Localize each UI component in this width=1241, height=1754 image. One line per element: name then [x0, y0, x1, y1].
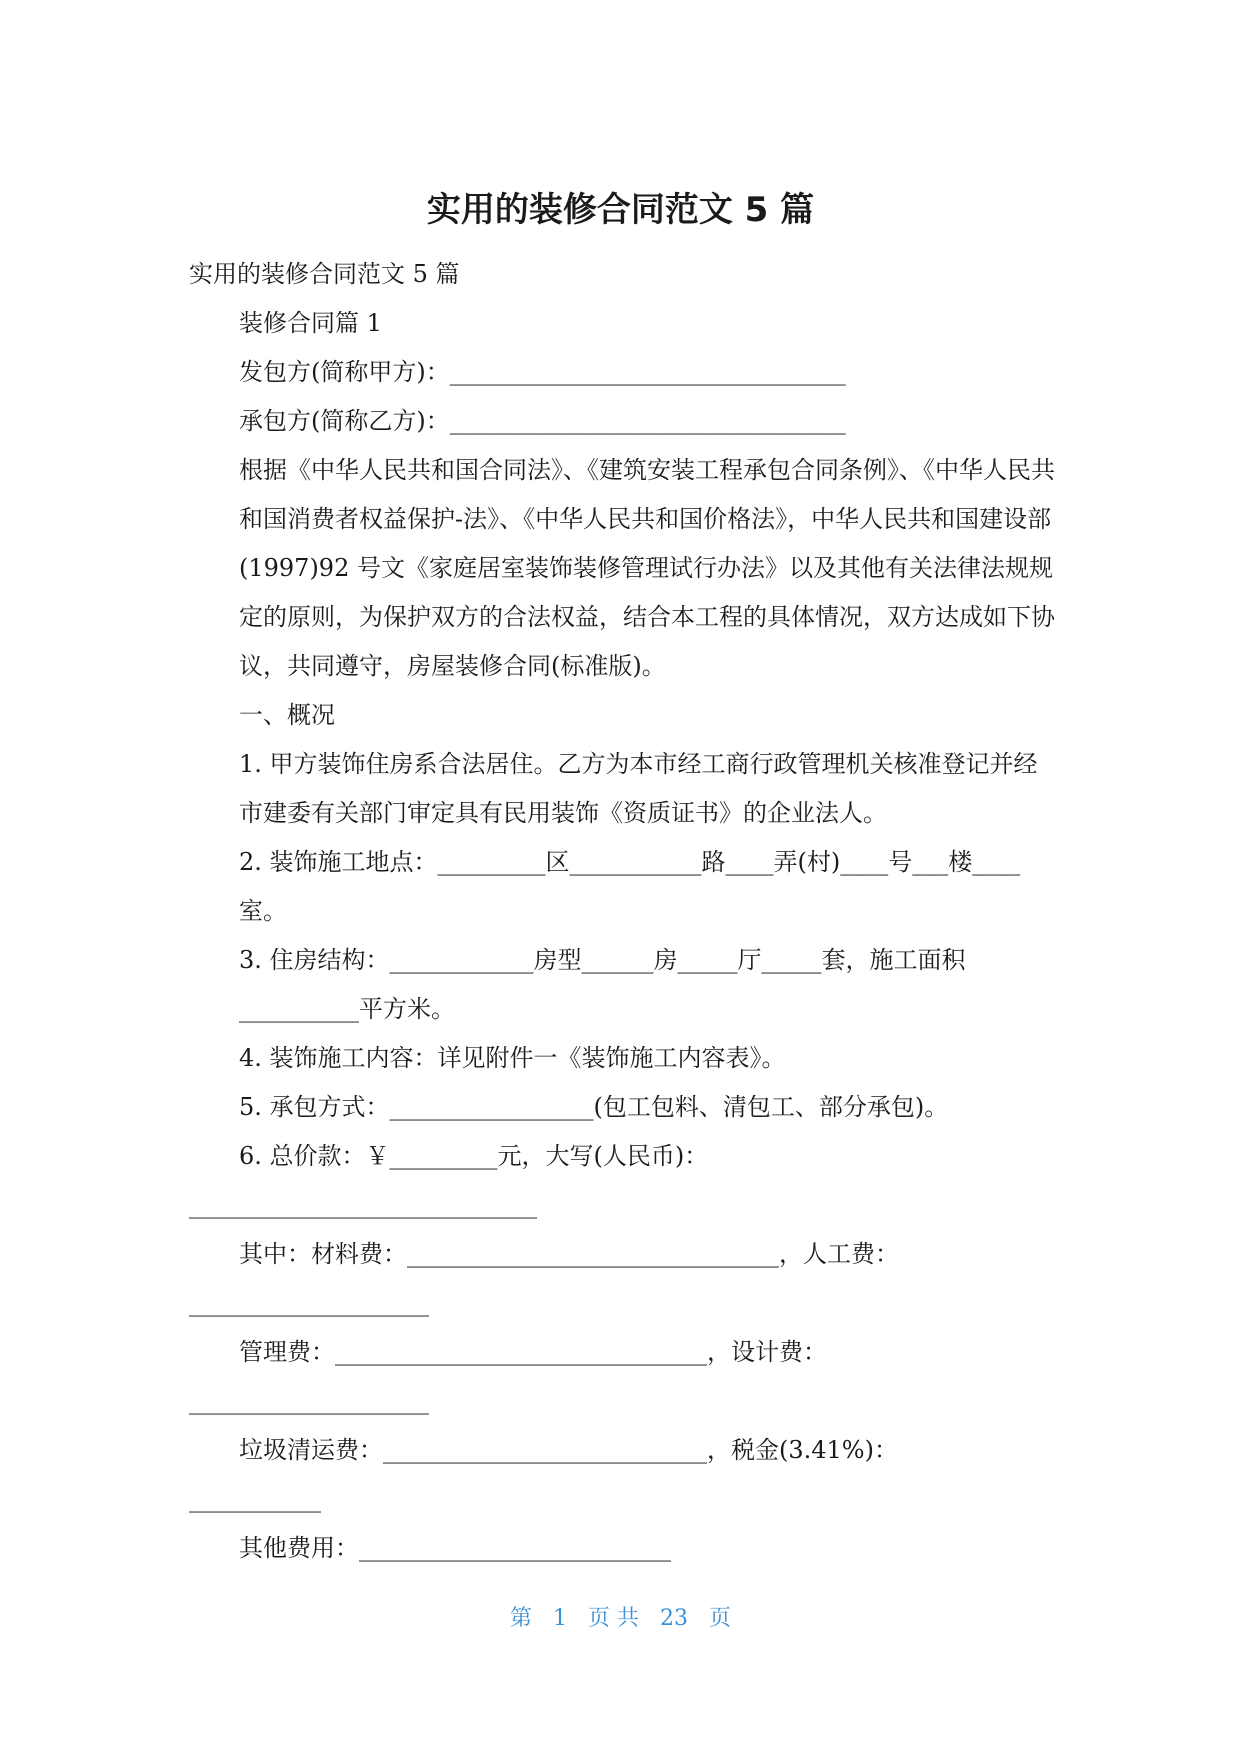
clause-2: 2. 装饰施工地点：_________区___________路____弄(村)____号___楼____室。 [239, 848, 1021, 925]
clause-6: 6. 总价款：￥_________元，大写(人民币)： [239, 1142, 709, 1170]
overview-heading: 一、概况 [239, 701, 335, 729]
material-fee-line: 其中：材料费：_______________________________，人工费： [239, 1240, 899, 1268]
page-number: 第 1 页 共 23 页 [510, 1606, 731, 1631]
blank-line: _____________________________ [189, 1191, 537, 1219]
blank-line: ___________ [189, 1485, 321, 1513]
party-b-line: 承包方(简称乙方)：_________________________________ [239, 407, 846, 435]
clause-3: 3. 住房结构：____________房型______房_____厅_____套，施工面积__________平方米。 [239, 946, 966, 1023]
document-title: 实用的装修合同范文 5 篇 [426, 190, 815, 230]
subtitle-line: 实用的装修合同范文 5 篇 [189, 260, 460, 288]
clause-5: 5. 承包方式：_________________(包工包料、清包工、部分承包)。 [239, 1093, 949, 1121]
blank-line: ____________________ [189, 1289, 429, 1317]
other-fee-line: 其他费用：__________________________ [239, 1534, 671, 1562]
document-body [189, 250, 1059, 1573]
blank-line: ____________________ [189, 1387, 429, 1415]
garbage-fee-line: 垃圾清运费：___________________________，税金(3.41%)： [239, 1436, 898, 1464]
clause-4: 4. 装饰施工内容：详见附件一《装饰施工内容表》。 [239, 1044, 786, 1072]
management-fee-line: 管理费：_______________________________，设计费： [239, 1338, 827, 1366]
legal-basis-paragraph: 根据《中华人民共和国合同法》、《建筑安装工程承包合同条例》、《中华人民共和国消费者权益保护-法》、《中华人民共和国价格法》，中华人民共和国建设部(1997)92 号文《家庭居室装饰装修管理试行办法》以及其他有关法律法规规定的原则，为保护双方的合法权益，结合本工程的具体情况，双方达成如下协议，共同遵守，房屋装修合同(标准版)。 [239, 456, 1055, 680]
party-a-line: 发包方(简称甲方)：_________________________________ [239, 358, 846, 386]
clause-1: 1. 甲方装饰住房系合法居住。乙方为本市经工商行政管理机关核准登记并经市建委有关部门审定具有民用装饰《资质证书》的企业法人。 [239, 750, 1038, 827]
section-heading: 装修合同篇 1 [239, 309, 382, 337]
